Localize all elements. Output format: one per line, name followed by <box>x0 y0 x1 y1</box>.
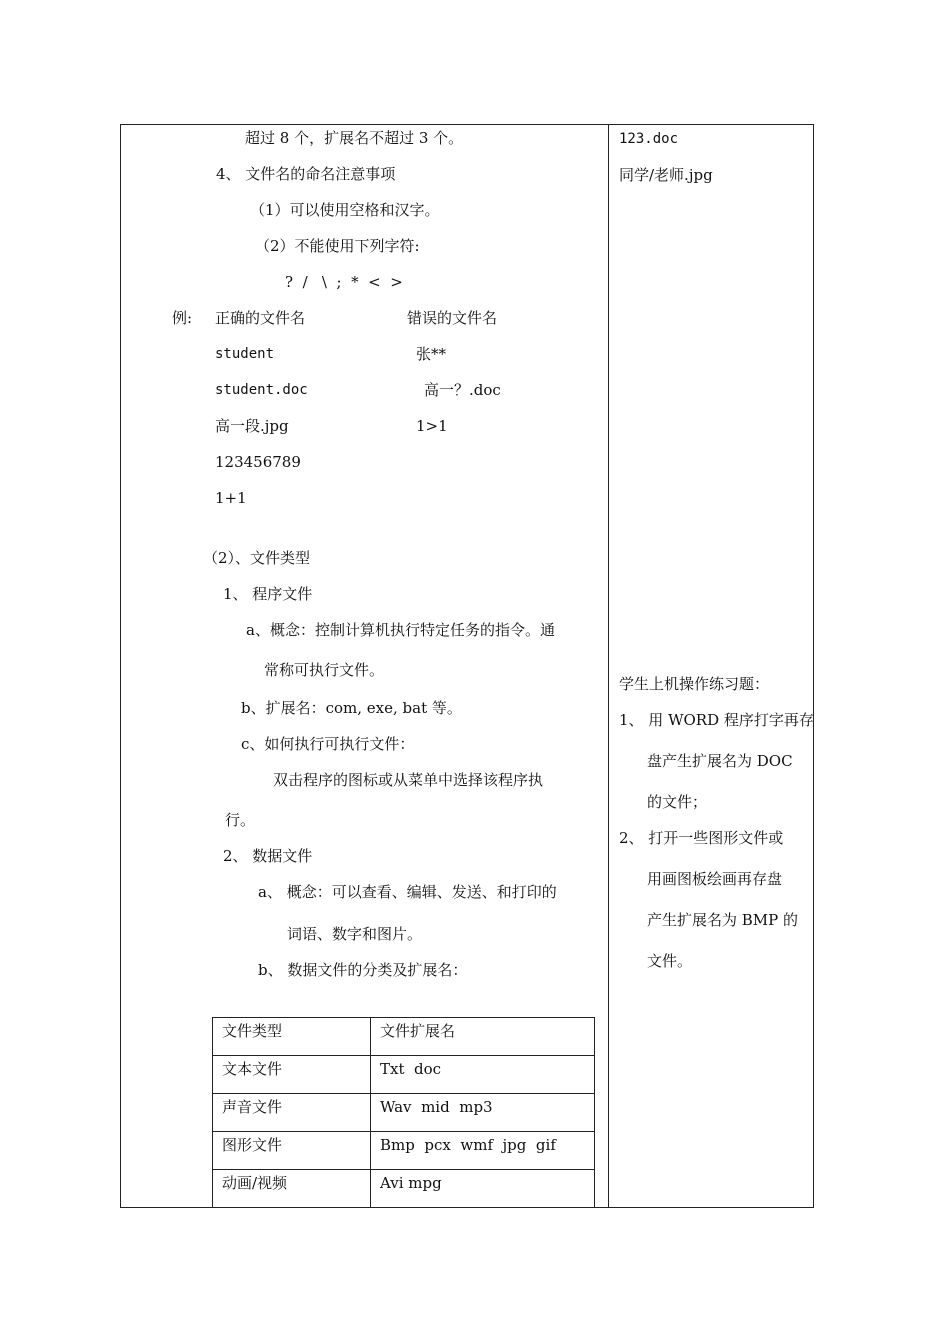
wrong-name: 高一？.doc <box>424 381 501 399</box>
data-concept-line1: a、 概念：可以查看、编辑、发送、和打印的 <box>258 883 557 901</box>
wrong-name: 张** <box>416 345 447 363</box>
correct-name: student <box>215 346 275 362</box>
column-divider <box>608 124 609 1208</box>
program-run-heading: c、如何执行可执行文件： <box>241 735 415 753</box>
naming-rule-line: 超过 8 个，扩展名不超过 3 个。 <box>245 129 464 147</box>
file-types-heading: （2）、文件类型 <box>203 549 311 567</box>
table-row <box>213 1132 595 1170</box>
practice-2-line2: 用画图板绘画再存盘 <box>647 870 783 888</box>
table-header-cell: 文件扩展名 <box>371 1018 595 1056</box>
table-header-row <box>213 1018 595 1056</box>
table-cell: Bmp pcx wmf jpg gif <box>371 1132 595 1170</box>
program-concept-line2: 常称可执行文件。 <box>264 661 385 679</box>
data-concept-line2: 词语、数字和图片。 <box>287 925 423 943</box>
table-cell: Avi mpg <box>371 1170 595 1208</box>
practice-1-line2: 盘产生扩展名为 DOC <box>647 752 793 770</box>
correct-name: 1+1 <box>215 489 247 507</box>
data-file-heading: 2、 数据文件 <box>223 847 313 865</box>
naming-notes-heading: 4、 文件名的命名注意事项 <box>216 165 396 183</box>
wrong-name: 1>1 <box>416 417 448 435</box>
table-row <box>213 1170 595 1208</box>
practice-2-line1: 2、 打开一些图形文件或 <box>619 829 784 847</box>
table-cell: Wav mid mp3 <box>371 1094 595 1132</box>
practice-1-line3: 的文件； <box>647 793 708 811</box>
practice-1-line1: 1、 用 WORD 程序打字再存 <box>619 711 814 729</box>
table-cell: 动画/视频 <box>213 1170 371 1208</box>
correct-names-header: 正确的文件名 <box>215 309 306 327</box>
extension-table <box>212 1017 595 1208</box>
example-file-2: 同学/老师.jpg <box>619 166 713 184</box>
example-file-1: 123.doc <box>619 131 679 147</box>
correct-name: 123456789 <box>215 453 301 471</box>
table-cell: 文本文件 <box>213 1056 371 1094</box>
practice-2-line4: 文件。 <box>647 952 693 970</box>
program-concept-line1: a、概念：控制计算机执行特定任务的指令。通 <box>246 621 555 639</box>
naming-note-1: （1）可以使用空格和汉字。 <box>250 201 440 219</box>
forbidden-characters: ? / \ ; * < > <box>285 273 403 291</box>
program-extensions: b、扩展名：com, exe, bat 等。 <box>241 699 462 717</box>
program-run-line1: 双击程序的图标或从菜单中选择该程序执 <box>273 771 544 789</box>
table-row <box>213 1094 595 1132</box>
table-header-cell: 文件类型 <box>213 1018 371 1056</box>
naming-note-2: （2）不能使用下列字符: <box>255 237 420 255</box>
correct-name: student.doc <box>215 382 308 398</box>
practice-title: 学生上机操作练习题： <box>619 675 770 693</box>
table-cell: Txt doc <box>371 1056 595 1094</box>
table-row <box>213 1056 595 1094</box>
table-cell: 声音文件 <box>213 1094 371 1132</box>
table-cell: 图形文件 <box>213 1132 371 1170</box>
program-file-heading: 1、 程序文件 <box>223 585 313 603</box>
example-label: 例: <box>172 309 193 327</box>
wrong-names-header: 错误的文件名 <box>407 309 498 327</box>
data-types-heading: b、 数据文件的分类及扩展名： <box>258 961 468 979</box>
program-run-line2: 行。 <box>225 811 256 829</box>
practice-2-line3: 产生扩展名为 BMP 的 <box>647 911 799 929</box>
correct-name: 高一段.jpg <box>215 417 289 435</box>
